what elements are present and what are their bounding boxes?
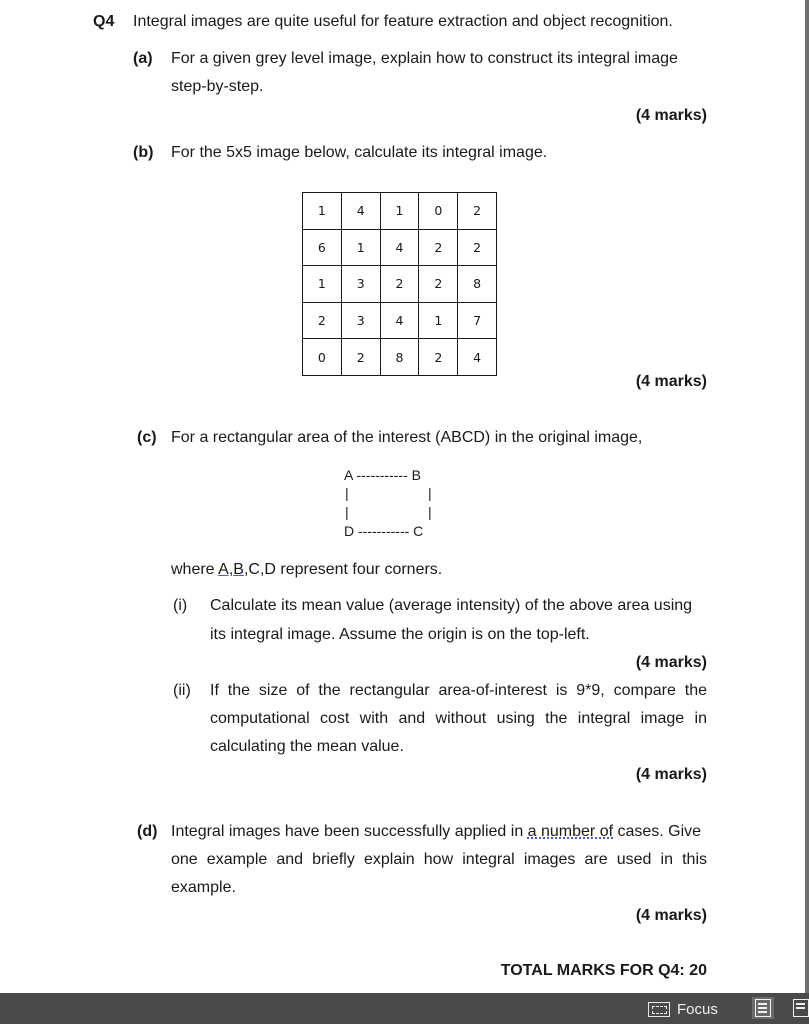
question-intro: Integral images are quite useful for feature extraction and object recognition. bbox=[133, 13, 673, 30]
grid-cell: 3 bbox=[341, 266, 380, 303]
status-bar bbox=[0, 993, 809, 1024]
where-suffix: ,C,D represent four corners. bbox=[243, 561, 443, 578]
sub-i-marks: (4 marks) bbox=[635, 654, 707, 671]
grid-row bbox=[303, 266, 497, 303]
focus-mode-button[interactable] bbox=[648, 998, 718, 1020]
sub-ii-line2: computational cost with and without using the integral image in bbox=[210, 710, 707, 727]
part-d-line2: one example and briefly explain how integral images are used in this bbox=[171, 851, 707, 868]
grid-cell: 4 bbox=[380, 229, 419, 266]
part-b-text: For the 5x5 image below, calculate its integral image. bbox=[171, 144, 548, 161]
page-edge bbox=[805, 0, 809, 993]
sub-ii-line3: calculating the mean value. bbox=[210, 738, 404, 755]
grid-cell: 8 bbox=[458, 266, 497, 303]
image-grid-table bbox=[302, 192, 497, 376]
sub-ii-label: (ii) bbox=[173, 682, 191, 699]
part-d-marks: (4 marks) bbox=[635, 907, 707, 924]
web-layout-icon bbox=[793, 999, 809, 1017]
grid-cell: 2 bbox=[419, 229, 458, 266]
part-b-marks: (4 marks) bbox=[635, 373, 707, 390]
part-d-line1-pre: Integral images have been successfully applied in bbox=[171, 823, 528, 840]
part-d-line3: example. bbox=[171, 879, 236, 896]
grid-cell: 2 bbox=[380, 266, 419, 303]
grid-cell: 3 bbox=[341, 302, 380, 339]
part-a-line2: step-by-step. bbox=[171, 78, 264, 95]
web-layout-button[interactable] bbox=[790, 997, 809, 1019]
grid-cell: 4 bbox=[380, 302, 419, 339]
diagram-right-bar-1: | bbox=[428, 485, 432, 501]
part-a-marks: (4 marks) bbox=[635, 107, 707, 124]
sub-i-line1: Calculate its mean value (average intensity) of the above area using bbox=[210, 597, 693, 614]
grid-cell: 2 bbox=[341, 339, 380, 376]
grid-row bbox=[303, 193, 497, 230]
diagram-left-bar-2: | bbox=[345, 504, 349, 520]
print-layout-icon bbox=[755, 999, 771, 1017]
sub-i-line2: its integral image. Assume the origin is on the top-left. bbox=[210, 626, 590, 643]
grid-cell: 1 bbox=[380, 193, 419, 230]
diagram-left-bar-1: | bbox=[345, 485, 349, 501]
grid-cell: 0 bbox=[419, 193, 458, 230]
grid-cell: 1 bbox=[303, 266, 342, 303]
grid-cell: 2 bbox=[303, 302, 342, 339]
question-number: Q4 bbox=[93, 13, 115, 30]
grid-cell: 8 bbox=[380, 339, 419, 376]
part-d-line1-post: cases. Give bbox=[613, 823, 702, 840]
focus-label: Focus bbox=[677, 1000, 718, 1018]
grid-cell: 2 bbox=[419, 266, 458, 303]
grid-cell: 6 bbox=[303, 229, 342, 266]
grid-row bbox=[303, 229, 497, 266]
part-a-line1: For a given grey level image, explain how to construct its integral image bbox=[171, 50, 678, 67]
where-ab-corners: A,B bbox=[218, 561, 244, 578]
grid-cell: 2 bbox=[458, 229, 497, 266]
grid-cell: 1 bbox=[419, 302, 458, 339]
sub-i-label: (i) bbox=[173, 597, 188, 614]
part-c-label: (c) bbox=[137, 429, 157, 446]
grid-row bbox=[303, 302, 497, 339]
grid-cell: 2 bbox=[419, 339, 458, 376]
sub-ii-line1: If the size of the rectangular area-of-interest is 9*9, compare the bbox=[210, 682, 707, 699]
grid-cell: 4 bbox=[341, 193, 380, 230]
grid-row bbox=[303, 339, 497, 376]
part-c-where bbox=[171, 561, 442, 579]
focus-icon bbox=[648, 1002, 670, 1017]
diagram-right-bar-2: | bbox=[428, 504, 432, 520]
grid-cell: 1 bbox=[303, 193, 342, 230]
where-prefix: where bbox=[171, 561, 219, 578]
grid-cell: 4 bbox=[458, 339, 497, 376]
grid-cell: 1 bbox=[341, 229, 380, 266]
grid-cell: 7 bbox=[458, 302, 497, 339]
part-b-label: (b) bbox=[133, 144, 154, 161]
diagram-top-edge: A ----------- B bbox=[344, 467, 421, 483]
sub-ii-marks: (4 marks) bbox=[635, 766, 707, 783]
part-d-label: (d) bbox=[137, 823, 158, 840]
part-d-line1 bbox=[171, 823, 701, 841]
part-d-dotted-phrase[interactable]: a number of bbox=[527, 823, 614, 840]
grid-cell: 2 bbox=[458, 193, 497, 230]
grid-cell: 0 bbox=[303, 339, 342, 376]
total-marks: TOTAL MARKS FOR Q4: 20 bbox=[500, 962, 707, 979]
part-c-text: For a rectangular area of the interest (ABCD) in the original image, bbox=[171, 429, 643, 446]
print-layout-button[interactable] bbox=[752, 997, 774, 1019]
diagram-bottom-edge: D ----------- C bbox=[344, 523, 424, 539]
part-a-label: (a) bbox=[133, 50, 153, 67]
